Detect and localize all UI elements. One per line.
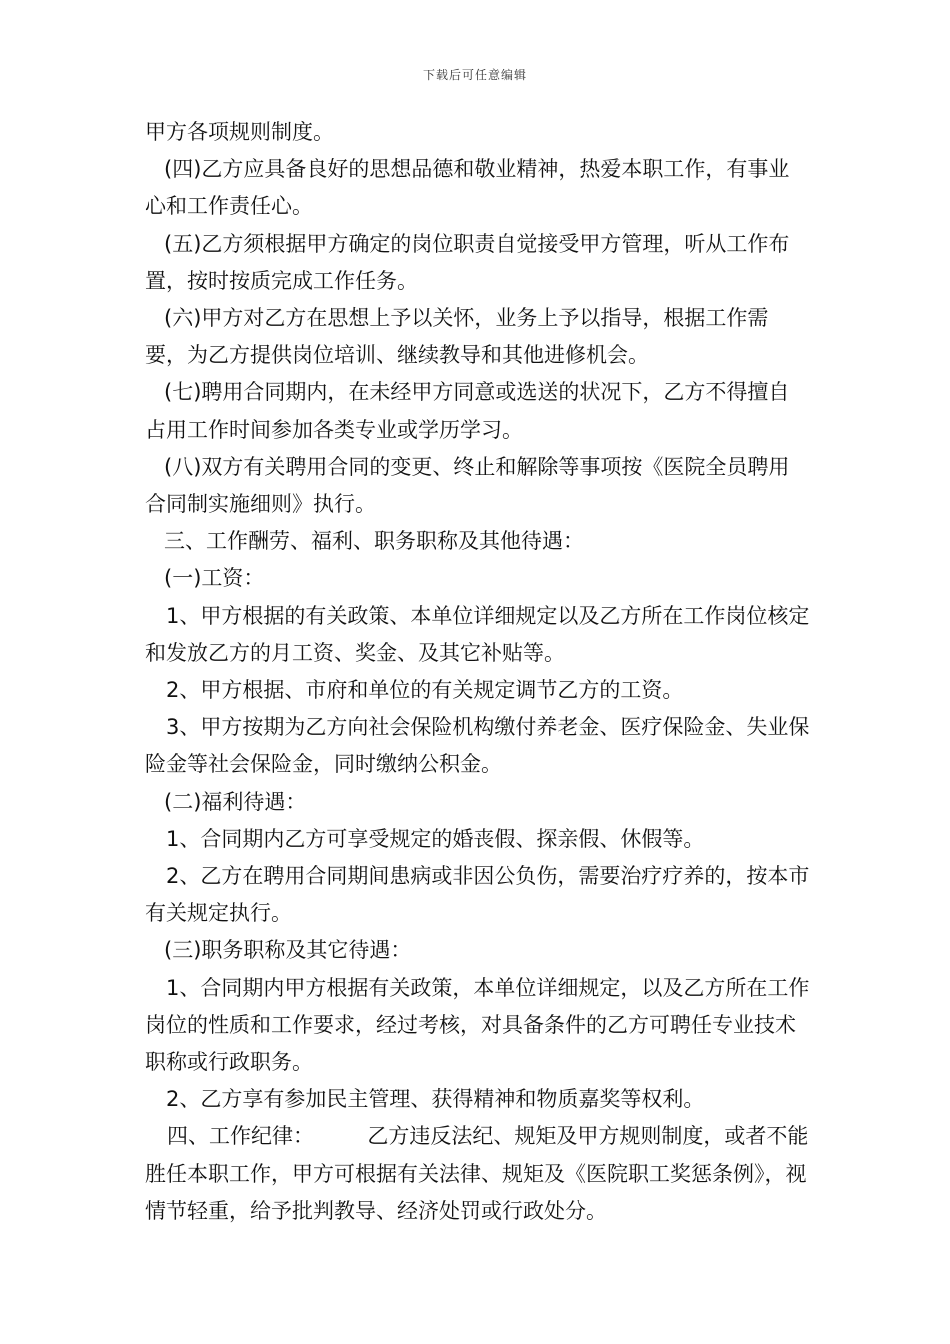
paragraph-titles-2: 2、乙方享有参加民主管理、获得精神和物质嘉奖等权利。 bbox=[166, 1087, 705, 1112]
document-body bbox=[145, 114, 810, 1230]
subsection-heading-wages: (一)工资： bbox=[164, 566, 265, 591]
subsection-heading-welfare: (二)福利待遇： bbox=[164, 789, 307, 814]
paragraph-titles-1: 1、合同期内甲方根据有关政策，本单位详细规定，以及乙方所在工作岗位的性质和工作要求，经过考核，对具备条件的乙方可聘任专业技术职称或行政职务。 bbox=[145, 975, 810, 1075]
paragraph-clause-5: (五)乙方须根据甲方确定的岗位职责自觉接受甲方管理，听从工作布置，按时按质完成工作任务。 bbox=[145, 231, 790, 293]
paragraph-clause-7: (七)聘用合同期内，在未经甲方同意或选送的状况下，乙方不得擅自占用工作时间参加各类专业或学历学习。 bbox=[145, 380, 790, 442]
section-heading-4-discipline: 四、工作纪律： 乙方违反法纪、规矩及甲方规则制度，或者不能胜任本职工作，甲方可根据有关法律、规矩及《医院职工奖惩条例》，视情节轻重，给予批判教导、经济处罚或行政处分。 bbox=[145, 1124, 809, 1223]
subsection-heading-titles: (三)职务职称及其它待遇： bbox=[164, 938, 412, 963]
paragraph-clause-6: (六)甲方对乙方在思想上予以关怀，业务上予以指导，根据工作需要，为乙方提供岗位培训、继续教导和其他进修机会。 bbox=[145, 306, 769, 368]
header-note: 下载后可任意编辑 bbox=[422, 68, 527, 82]
paragraph-clause-8: (八)双方有关聘用合同的变更、终止和解除等事项按《医院全员聘用合同制实施细则》执行。 bbox=[145, 454, 790, 517]
paragraph-wages-2: 2、甲方根据、市府和单位的有关规定调节乙方的工资。 bbox=[166, 678, 684, 703]
paragraph-wages-1: 1、甲方根据的有关政策、本单位详细规定以及乙方所在工作岗位核定和发放乙方的月工资、奖金、及其它补贴等。 bbox=[145, 603, 810, 665]
paragraph-welfare-2: 2、乙方在聘用合同期间患病或非因公负伤，需要治疗疗养的，按本市有关规定执行。 bbox=[145, 864, 810, 926]
paragraph-wages-3: 3、甲方按期为乙方向社会保险机构缴付养老金、医疗保险金、失业保险金等社会保险金，同时缴纳公积金。 bbox=[145, 715, 810, 777]
paragraph-welfare-1: 1、合同期内乙方可享受规定的婚丧假、探亲假、休假等。 bbox=[166, 826, 705, 851]
section-heading-3: 三、工作酬劳、福利、职务职称及其他待遇： bbox=[164, 529, 584, 554]
paragraph-continuation: 甲方各项规则制度。 bbox=[145, 120, 334, 144]
paragraph-clause-4: (四)乙方应具备良好的思想品德和敬业精神，热爱本职工作，有事业心和工作责任心。 bbox=[145, 157, 790, 219]
